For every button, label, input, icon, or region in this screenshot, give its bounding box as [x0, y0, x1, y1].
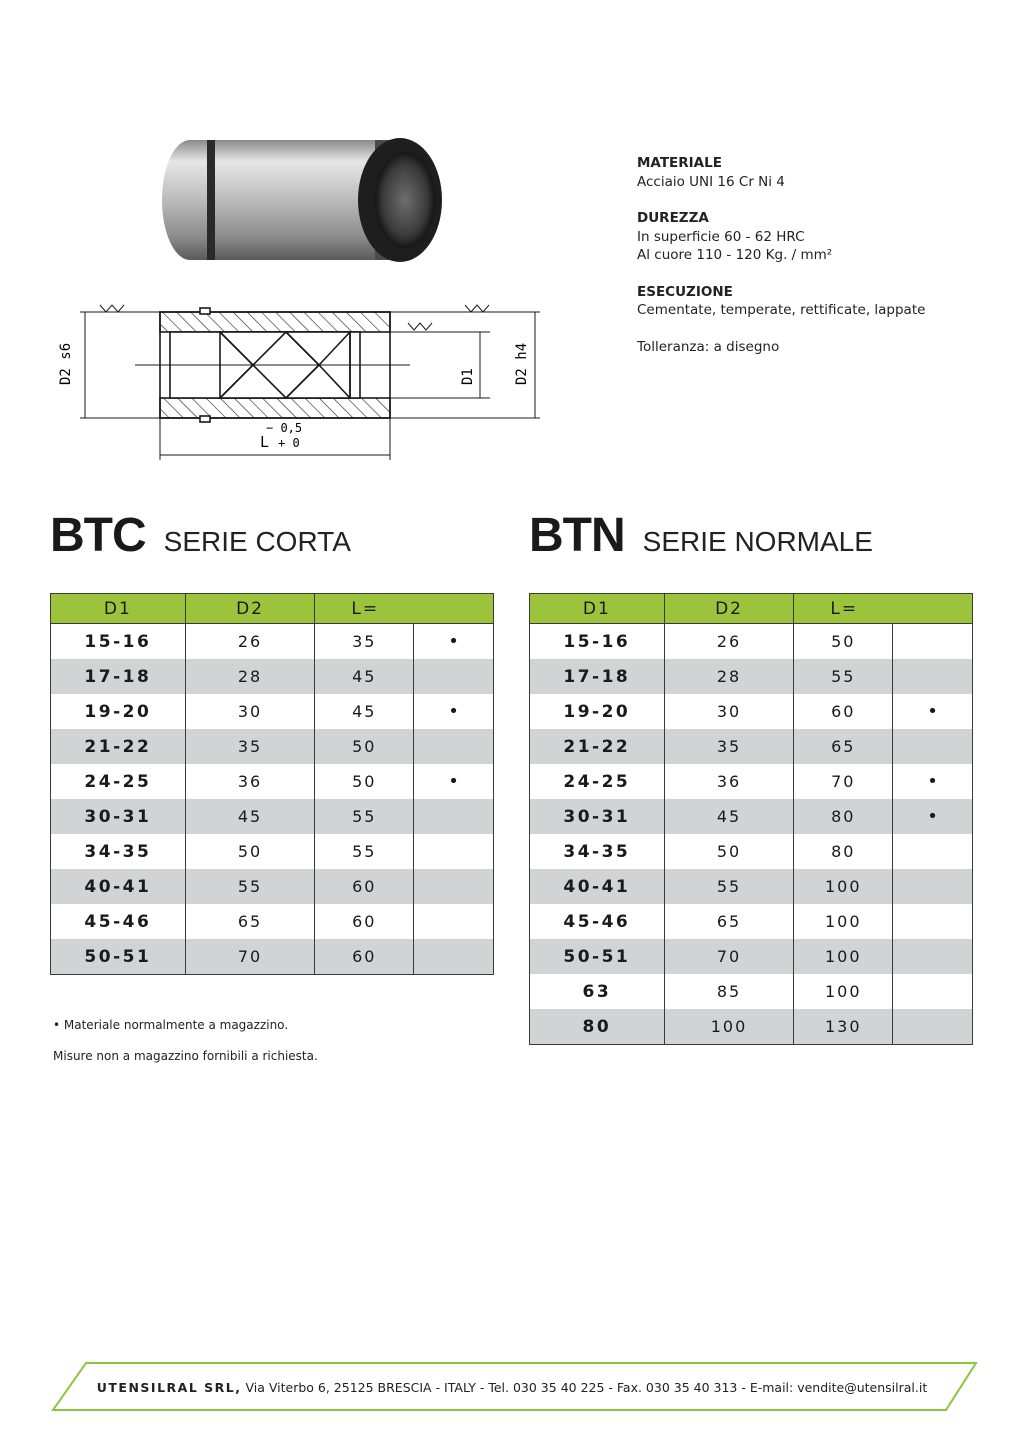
cell-stock-dot [893, 869, 973, 904]
cell-stock-dot [414, 834, 494, 869]
cell-d2: 28 [185, 659, 315, 694]
drawing-length-label: L [260, 433, 270, 451]
cell-d1: 30-31 [530, 799, 665, 834]
cell-d1: 34-35 [51, 834, 186, 869]
cell-d2: 36 [664, 764, 794, 799]
btc-header-l: L= [315, 594, 494, 624]
cell-l: 100 [794, 939, 893, 974]
table-row [51, 834, 494, 869]
cell-d2: 50 [185, 834, 315, 869]
btn-header-d1: D1 [530, 594, 665, 624]
btc-name: SERIE CORTA [163, 526, 351, 557]
cell-d1: 40-41 [530, 869, 665, 904]
btn-header-l: L= [794, 594, 973, 624]
cell-d2: 50 [664, 834, 794, 869]
cell-l: 80 [794, 834, 893, 869]
cell-d2: 65 [185, 904, 315, 939]
cell-d1: 21-22 [530, 729, 665, 764]
table-row [51, 694, 494, 729]
cell-d2: 26 [664, 624, 794, 660]
drawing-d2-right-label: D2 h4 [514, 342, 530, 385]
cell-stock-dot [893, 974, 973, 1009]
table-row [51, 764, 494, 799]
cell-l: 45 [315, 694, 414, 729]
drawing-tol-bottom: + 0 [278, 436, 300, 450]
cell-d2: 55 [664, 869, 794, 904]
cell-d1: 17-18 [51, 659, 186, 694]
cell-stock-dot [414, 729, 494, 764]
cell-d1: 40-41 [51, 869, 186, 904]
cell-stock-dot [893, 624, 973, 660]
cell-l: 70 [794, 764, 893, 799]
cell-d1: 24-25 [530, 764, 665, 799]
cell-d1: 24-25 [51, 764, 186, 799]
materiale-label: MATERIALE [637, 155, 722, 171]
cell-stock-dot [414, 659, 494, 694]
btn-title [529, 508, 873, 568]
cell-d2: 30 [185, 694, 315, 729]
cell-l: 50 [315, 729, 414, 764]
cell-d1: 21-22 [51, 729, 186, 764]
cell-stock-dot [893, 939, 973, 974]
cell-d1: 15-16 [51, 624, 186, 660]
cell-l: 65 [794, 729, 893, 764]
cell-d2: 35 [664, 729, 794, 764]
cell-stock-dot: • [893, 799, 973, 834]
cell-l: 50 [315, 764, 414, 799]
btn-table [529, 593, 973, 1045]
btc-header-d2: D2 [185, 594, 315, 624]
cell-d2: 45 [664, 799, 794, 834]
table-row [51, 659, 494, 694]
cell-l: 60 [794, 694, 893, 729]
cell-d1: 17-18 [530, 659, 665, 694]
cell-stock-dot [893, 729, 973, 764]
btc-header-d1: D1 [51, 594, 186, 624]
cell-d2: 35 [185, 729, 315, 764]
durezza-line2: Al cuore 110 - 120 Kg. / mm² [637, 247, 833, 263]
cell-l: 50 [794, 624, 893, 660]
cell-stock-dot [414, 904, 494, 939]
note-on-request: Misure non a magazzino fornibili a richiesta. [53, 1049, 318, 1063]
table-row [530, 624, 973, 660]
cell-d1: 80 [530, 1009, 665, 1045]
cell-d2: 100 [664, 1009, 794, 1045]
drawing-tol-top: − 0,5 [266, 421, 303, 435]
cell-d1: 34-35 [530, 834, 665, 869]
btn-header-row [530, 594, 973, 624]
drawing-d2-left-label: D2 s6 [58, 342, 74, 385]
cell-stock-dot: • [414, 764, 494, 799]
cell-stock-dot [414, 799, 494, 834]
cell-d1: 45-46 [51, 904, 186, 939]
cell-stock-dot: • [414, 694, 494, 729]
cell-d2: 55 [185, 869, 315, 904]
table-row [530, 904, 973, 939]
table-row [530, 869, 973, 904]
specs-block [637, 154, 925, 356]
table-row [51, 869, 494, 904]
durezza-line1: In superficie 60 - 62 HRC [637, 228, 805, 245]
table-row [530, 729, 973, 764]
cell-l: 55 [315, 799, 414, 834]
cell-l: 100 [794, 869, 893, 904]
cell-d2: 70 [185, 939, 315, 975]
cell-stock-dot [893, 904, 973, 939]
table-row [51, 799, 494, 834]
cell-l: 100 [794, 904, 893, 939]
cell-stock-dot: • [893, 694, 973, 729]
cell-l: 60 [315, 904, 414, 939]
table-row [530, 1009, 973, 1045]
bushing-photo [150, 130, 450, 270]
cell-d2: 45 [185, 799, 315, 834]
table-row [51, 904, 494, 939]
cell-d1: 30-31 [51, 799, 186, 834]
btn-code: BTN [529, 509, 625, 562]
btn-name: SERIE NORMALE [642, 526, 873, 557]
cell-l: 45 [315, 659, 414, 694]
table-row [530, 939, 973, 974]
btc-code: BTC [50, 509, 146, 562]
cell-d2: 70 [664, 939, 794, 974]
cell-d1: 15-16 [530, 624, 665, 660]
btc-header-row [51, 594, 494, 624]
cell-d2: 85 [664, 974, 794, 1009]
table-row [530, 834, 973, 869]
cell-stock-dot [414, 939, 494, 975]
durezza-label: DUREZZA [637, 210, 709, 226]
table-row [51, 624, 494, 660]
cell-d1: 63 [530, 974, 665, 1009]
cell-d1: 50-51 [51, 939, 186, 975]
table-row [530, 764, 973, 799]
note-stock: • Materiale normalmente a magazzino. [53, 1018, 289, 1032]
btc-title [50, 508, 351, 568]
cell-d2: 28 [664, 659, 794, 694]
footer-company: UTENSILRAL SRL, [96, 1380, 242, 1395]
table-row [530, 974, 973, 1009]
table-row [530, 799, 973, 834]
cell-d2: 36 [185, 764, 315, 799]
cell-l: 60 [315, 869, 414, 904]
cell-l: 60 [315, 939, 414, 975]
cell-d1: 50-51 [530, 939, 665, 974]
footer-address [0, 1380, 1024, 1395]
table-row [530, 694, 973, 729]
cell-l: 55 [315, 834, 414, 869]
cell-d2: 26 [185, 624, 315, 660]
table-row [530, 659, 973, 694]
esecuzione-label: ESECUZIONE [637, 283, 733, 300]
cell-stock-dot [414, 869, 494, 904]
cell-stock-dot: • [414, 624, 494, 660]
materiale-value: Acciaio UNI 16 Cr Ni 4 [637, 173, 785, 190]
cell-l: 130 [794, 1009, 893, 1045]
cell-l: 100 [794, 974, 893, 1009]
footer-contacts: Via Viterbo 6, 25125 BRESCIA - ITALY - Tel. 030 35 40 225 - Fax. 030 35 40 313 - E-mail: vendite@utensilral.it [245, 1380, 928, 1395]
esecuzione-value: Cementate, temperate, rettificate, lappate [637, 302, 926, 318]
cell-l: 55 [794, 659, 893, 694]
cell-d1: 45-46 [530, 904, 665, 939]
cell-d2: 30 [664, 694, 794, 729]
btn-header-d2: D2 [664, 594, 794, 624]
cell-stock-dot [893, 659, 973, 694]
table-row [51, 939, 494, 975]
cell-stock-dot: • [893, 764, 973, 799]
table-row [51, 729, 494, 764]
cell-stock-dot [893, 834, 973, 869]
cell-d1: 19-20 [530, 694, 665, 729]
drawing-d1-label: D1 [460, 368, 476, 385]
btc-table [50, 593, 494, 975]
cell-d2: 65 [664, 904, 794, 939]
cell-d1: 19-20 [51, 694, 186, 729]
technical-drawing [60, 295, 560, 470]
cell-stock-dot [893, 1009, 973, 1045]
cell-l: 35 [315, 624, 414, 660]
tolleranza-text: Tolleranza: a disegno [637, 338, 780, 355]
cell-l: 80 [794, 799, 893, 834]
